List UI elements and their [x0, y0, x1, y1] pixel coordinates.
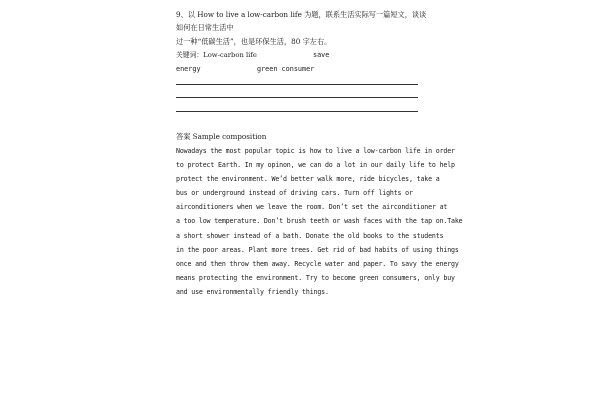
question-line-1: 9、以 How to live a low-carbon life 为题，联系生活实际写一篇短文，谈谈: [176, 10, 427, 19]
answer-line-2: [176, 97, 418, 98]
keywords-label: 关键词：Low-carbon life: [176, 51, 257, 59]
essay-line: airconditioners when we leave the room. Don’t set the airconditioner at: [176, 203, 448, 212]
essay-line: means protecting the environment. Try to become green consumers, only buy: [176, 273, 455, 282]
question-line-2: 如何在日常生活中: [176, 23, 234, 32]
sample-composition-label: 答案 Sample composition: [176, 132, 267, 141]
essay-line: Nowadays the most popular topic is how to live a low-carbon life in order: [176, 147, 455, 155]
essay-line: protect the environment. We’d better walk more, ride bicycles, take a: [176, 175, 440, 184]
essay-line: bus or underground instead of driving cars. Turn off lights or: [176, 189, 413, 198]
essay-line: and use environmentally friendly things.: [176, 287, 329, 296]
answer-line-3: [176, 111, 418, 112]
answer-line-1: [176, 84, 418, 85]
keyword-green-consumer: green consumer: [257, 65, 315, 73]
keyword-save: save: [313, 51, 330, 59]
sample-essay: [176, 144, 463, 299]
essay-line: to protect Earth. In my opinon, we can do a lot in our daily life to help: [176, 161, 455, 170]
essay-line: in the poor areas. Plant more trees. Get rid of bad habits of using things: [176, 245, 459, 254]
keyword-energy: energy: [176, 65, 201, 73]
essay-line: a short shower instead of a bath. Donate the old books to the students: [176, 231, 444, 240]
essay-line: a too low temperature. Don’t brush teeth or wash faces with the tap on.Take: [176, 217, 463, 226]
essay-line: once and then throw them away. Recycle water and paper. To savy the energy: [176, 259, 459, 268]
question-line-3: 过一种“低碳生活”，也是环保生活，80 字左右。: [176, 37, 332, 46]
